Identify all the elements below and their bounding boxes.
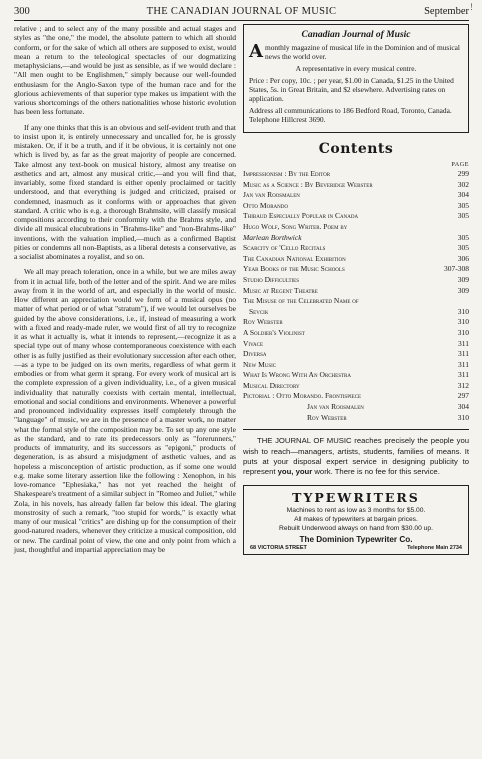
article-column [14, 24, 236, 554]
contents-heading: Contents [318, 141, 394, 157]
contents-item-title: Marlean Borthwick [243, 232, 302, 242]
contents-page-label: PAGE [451, 161, 469, 168]
typewriter-ad-line-2: All makes of typewriters at bargain prices. [294, 516, 418, 524]
contents-item [243, 328, 469, 339]
contents-item-page: 305 [457, 211, 469, 221]
contents-item [243, 264, 469, 275]
sidebar-column [243, 24, 469, 555]
journal-title: THE CANADIAN JOURNAL OF MUSIC [146, 6, 337, 17]
contents-item [243, 296, 469, 307]
journal-ad [243, 24, 469, 133]
contents-list [243, 169, 469, 423]
contents-item-page: 310 [457, 306, 469, 316]
contents-item [243, 381, 469, 392]
contents-item [243, 402, 469, 413]
contents-item-title: Scarcity of 'Cello Recitals [243, 243, 326, 253]
contents-item-page: 305 [457, 243, 469, 253]
contents-item-page: 309 [457, 274, 469, 284]
contents-item [243, 180, 469, 191]
contents-item-title: Otto Morando [243, 200, 288, 210]
contents-item-title: Impressionism : By the Editor [243, 169, 331, 178]
contents-item-page: 305 [457, 232, 469, 242]
contents-item-title: Sevcik [249, 306, 269, 316]
contents-item-page: 304 [457, 402, 469, 412]
contents-item-title: Music at Regent Theatre [243, 285, 318, 295]
contents-item-title: New Music [243, 359, 277, 369]
contents-item-title: Roy Webster [243, 317, 283, 327]
contents-item [243, 349, 469, 360]
contents-item-page: 311 [458, 370, 469, 380]
typewriter-ad-line-3: Rebuilt Underwood always on hand from $30.00 up. [279, 525, 433, 533]
journal-ad-title: Canadian Journal of Music [301, 30, 411, 40]
contents-item [243, 190, 469, 201]
page-number: 300 [14, 6, 30, 17]
contents-item-title: Pictorial : Otto Morando. Frontispiece [243, 391, 362, 401]
contents-item-title: Jan van Roosmalen [243, 190, 300, 200]
contents-item-page: 307-308 [444, 264, 469, 274]
journal-ad-address: Address all communications to 186 Bedford Road, Toronto, Canada. Telephone Hillcrest 3690. [249, 106, 452, 124]
contents-item-page: 310 [457, 317, 469, 327]
contents-item-title: Jan van Roosmalen [307, 402, 364, 412]
typewriter-address-row [250, 545, 462, 551]
contents-item [243, 201, 469, 212]
publicity-notice: THE JOURNAL OF MUSIC reaches precisely the people you wish to reach—managers, artists, students, families of means. It puts at your disposal expert service in designing publicity to represent you, your work. There is no fee for this service. [243, 436, 469, 477]
contents-item [243, 211, 469, 222]
journal-ad-representative: A representative in every musical centre. [295, 64, 417, 73]
typewriter-address: 68 VICTORIA STREET [250, 544, 307, 551]
typewriter-ad-line-1: Machines to rent as low as 3 months for $5.00. [286, 507, 426, 515]
journal-ad-description: A monthly magazine of musical life in the Dominion and of musical news the world over. [249, 41, 460, 62]
contents-item-page: 306 [457, 253, 469, 263]
header-rule [14, 20, 469, 21]
running-header [14, 6, 469, 19]
contents-item-page: 310 [457, 327, 469, 337]
contents-item-title: A Soldier's Violinist [243, 327, 305, 337]
contents-item-page: 304 [457, 190, 469, 200]
contents-item-page: 302 [457, 179, 469, 189]
contents-item [243, 370, 469, 381]
issue-month: September [424, 6, 469, 17]
contents-item-title: Studio Difficulties [243, 274, 300, 284]
contents-item [243, 413, 469, 424]
contents-item [243, 391, 469, 402]
article-paragraph-3: We all may preach toleration, once in a while, but we are miles away from it in actual life, both of the letter and of the spirit. And we are miles away from it in the world of art, and especially in the world of music. How different an appreciation would we form of a musical opus (no matter of what period or of what "stratum"), if we would let ourselves be guided by the above considerations, i.e., if, instead of measuring a work with a fixed and ready-made ruler, we would first of all try to recognize it as what it actually is, what it intends to represent,—recognize it as a special type out of many whose contemporaneous coexistence with each other is as fully justified as their evolutionary succession after each other,—as a type to be judged on its own merits, regardless of what germ it embodies or from what germ it sprang. For every work of musical art is the complete expression of a given individuality, i.e., of a given musical individuality that naturally coexists with certain mental, intellectual, emotional and social conditions and environments. Whenever a powerful and pronounced individuality expresses itself completely through the "language" of music, we are in the presence of a master work, no matter what the formal style of the composition may be. To set up any one style as the standard, and to rate its predecessors only as "forerunners," products of immaturity, and its successors as "epigoni," products of degeneration, is as absurd a misjudgment of æsthetic values, and as hopeless a misconception of artistic production, as if some one would e.g. make some literary assertion like the following : Xenophon, in his love-romance "Ephesiaka," has not yet reached the height of Shakespeare's treatment of a similar subject in "Romeo and Juliet," while Zola, in his novels, has already fallen far below this ideal. The glaring monstrosity of such a remark, "too stupid for words," is exactly what many of our musical "critics" are dishing up for the consumption of their good-natured readers, whenever they criticize a musical composition, old or new. The cardinal point of view, the one and only point from which a just, thoughtful and impartial appreciation may be [14, 267, 236, 554]
typewriter-ad [243, 485, 469, 554]
contents-item [243, 307, 469, 318]
drop-cap: A [249, 41, 263, 62]
contents-item [243, 169, 469, 180]
contents-item-page: 299 [457, 169, 469, 178]
contents-item [243, 275, 469, 286]
journal-ad-price: Price : Per copy, 10c. ; per year, $1.00 in Canada, $1.25 in the United States, 5s. in Great Britain, and $2 elsewhere. Advertising rates on application. [249, 76, 454, 103]
contents-item-page [466, 222, 469, 233]
typewriter-phone: Telephone Main 2734 [407, 544, 462, 551]
contents-item-title: The Misuse of the Celebrated Name of [243, 296, 359, 306]
contents-item-title: Roy Webster [307, 412, 347, 422]
corner-mark: ! [470, 2, 473, 12]
contents-item-title: Year Books of the Music Schools [243, 264, 345, 274]
contents-item-title: Thibaud Especially Popular in Canada [243, 211, 359, 221]
contents-item-title: Music as a Science : By Beveridge Webster [243, 179, 373, 189]
contents-item-title: What Is Wrong With An Orchestra [243, 370, 351, 380]
typewriter-company: The Dominion Typewriter Co. [299, 534, 413, 544]
article-paragraph-2: If any one thinks that this is an obvious and self-evident truth and that to insist upon it, is entirely unnecessary and uncalled for, he is grossly mistaken. Or, if it be a truth, and if it be obvious, it is certainly not one which is lived by, as far as the great majority of people are concerned. Take almost any text-book on musical history, almost any treatise on æsthetics and art, almost any musical critic,—and you will find that, invariably, some fixed standard is either openly proclaimed or tacitly understood, and that everything is judged and criticized, praised or condemned, inasmuch as it conforms with or approaches that given standard. A critic who is e.g. a thorough Brahmsite, will classify musical compositions according to their conformity with the Brahms style, and divide all musical elucubrations in "Brahms-like" and "non-Brahms-like" inventions, with the valuation implied,—much as a confirmed Baptist pities or condemns all non-Baptists, as a liberal detests a conservative, as a socialist abominates a royalist, and so on. [14, 122, 236, 261]
contents-item-page: 312 [457, 380, 469, 390]
contents-item-page [466, 296, 469, 307]
contents-item-page: 310 [457, 412, 469, 422]
contents-item-title: Musical Directory [243, 380, 300, 390]
contents-item [243, 254, 469, 265]
contents-item [243, 233, 469, 244]
contents-item [243, 286, 469, 297]
contents-item-page: 297 [457, 391, 469, 401]
contents-item-page: 311 [458, 359, 469, 369]
section-rule [243, 429, 469, 430]
typewriter-ad-heading: TYPEWRITERS [292, 490, 420, 506]
contents-item [243, 222, 469, 233]
contents-item-title: Diversa [243, 349, 267, 359]
contents-item [243, 243, 469, 254]
article-paragraph-1: relative ; and to select any of the many possible and actual stages and styles as "the one," the model, the absolute pattern to which all should conform, or for the sake of which all others are supposed to exist, would mean a return to the teleological spectacles of our dogmatizing metaphysicians,—and would be just as sensible, as if we would declare : "All men ought to be Englishmen," simply because our well-founded enthusiasm for the Anglo-Saxon type of the human race and for the glorious achievements of that superior type makes us impatient with the various shortcomings of the others nationalities whose historic evolution has been less fortunate. [14, 24, 236, 117]
contents-item [243, 339, 469, 350]
contents-item [243, 360, 469, 371]
contents-item-page: 311 [458, 338, 469, 348]
contents-item-title: Hugo Wolf, Song Writer. Poem by [243, 221, 348, 231]
contents-item-title: The Canadian National Exhibition [243, 253, 346, 263]
contents-item-page: 305 [457, 200, 469, 210]
contents-item-page: 309 [457, 285, 469, 295]
contents-item [243, 317, 469, 328]
contents-item-title: Vivace [243, 338, 264, 348]
contents-item-page: 311 [458, 349, 469, 359]
